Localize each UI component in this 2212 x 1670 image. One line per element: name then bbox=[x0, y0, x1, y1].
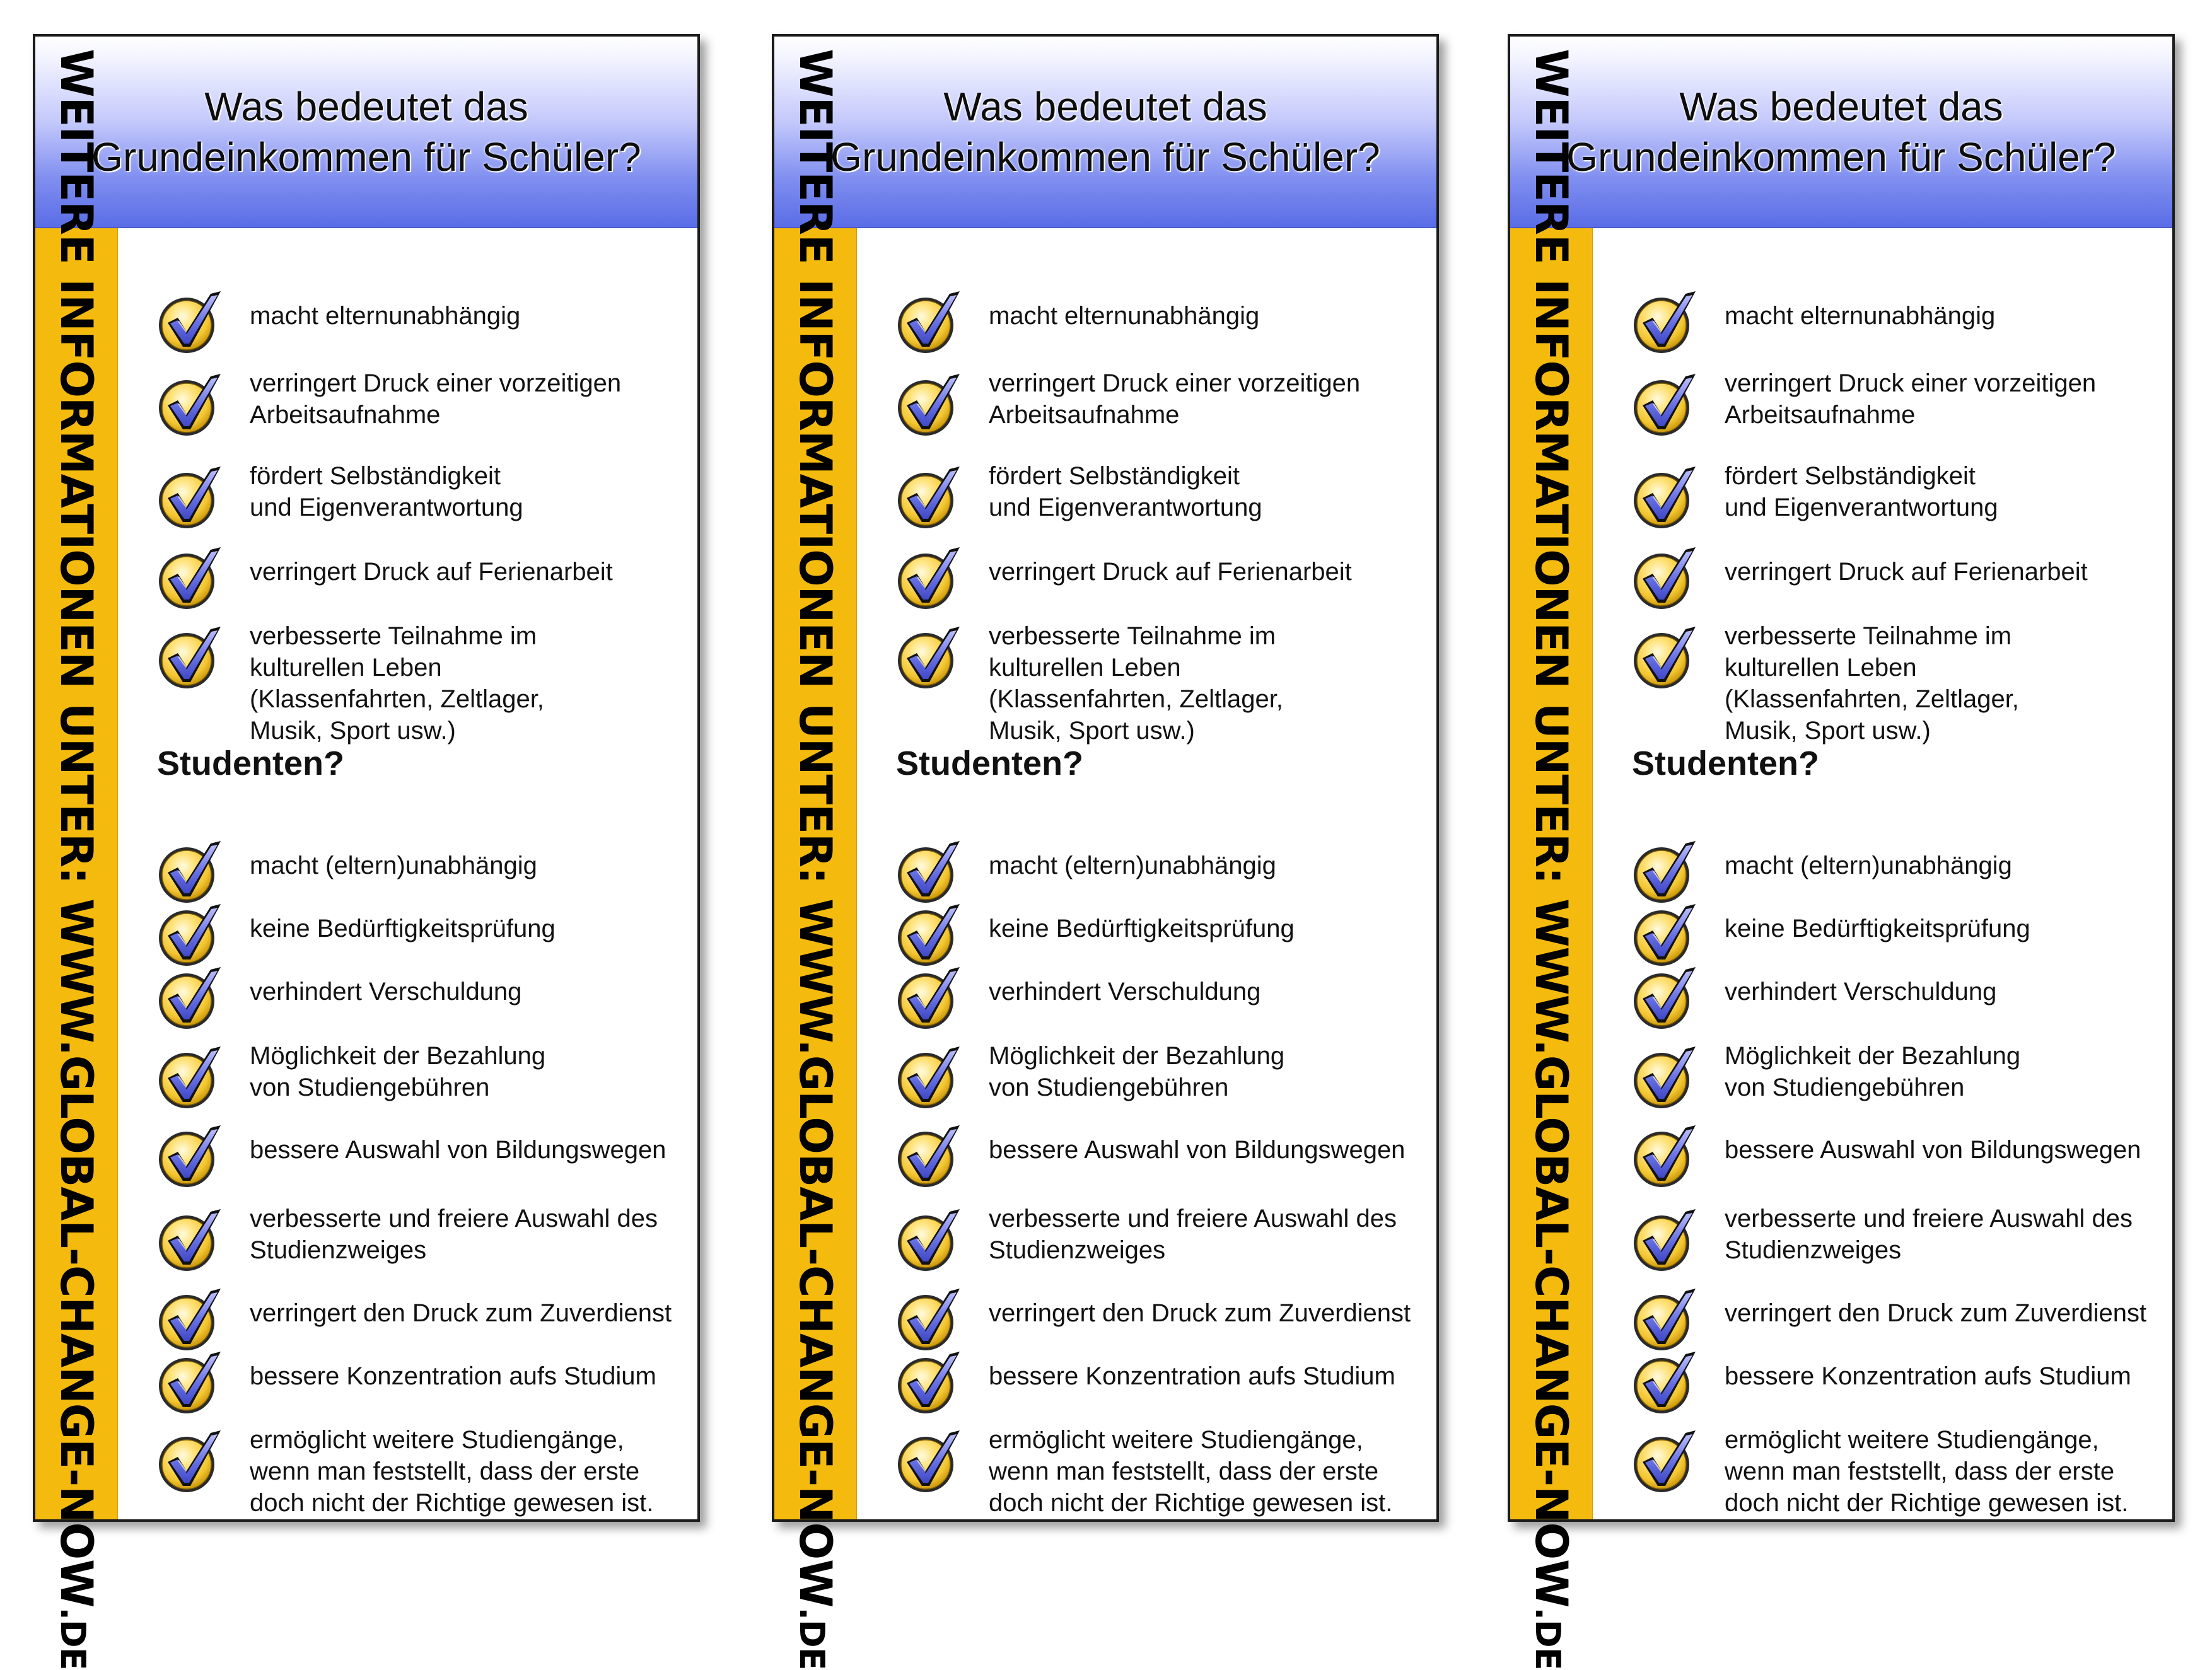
list-item-line: keine Bedürftigkeitsprüfung bbox=[1725, 915, 2030, 942]
checkmark-icon bbox=[1630, 836, 1701, 907]
list-item-line: kulturellen Leben bbox=[989, 654, 1181, 681]
checkmark-icon bbox=[894, 1204, 965, 1275]
list-item-line: bessere Auswahl von Bildungswegen bbox=[250, 1136, 667, 1164]
list-item-line: macht elternunabhängig bbox=[250, 302, 521, 330]
list-item-text bbox=[250, 1203, 704, 1266]
card-title-line: Grundeinkommen für Schüler? bbox=[1566, 134, 2116, 180]
list-item-text bbox=[250, 850, 704, 881]
list-item-line: ermöglicht weitere Studiengänge, bbox=[250, 1426, 624, 1454]
section-heading-studenten: Studenten? bbox=[157, 745, 344, 782]
list-item-text bbox=[989, 460, 1443, 523]
list-item-line: verringert Druck einer vorzeitigen bbox=[250, 369, 622, 397]
side-banner bbox=[774, 49, 857, 1670]
list-item-text bbox=[989, 1040, 1443, 1103]
list-item-line: und Eigenverantwortung bbox=[250, 494, 523, 521]
checkmark-icon bbox=[155, 1425, 226, 1496]
list-item-line: Möglichkeit der Bezahlung bbox=[989, 1042, 1285, 1070]
side-banner bbox=[1510, 49, 1593, 1670]
checkmark-icon bbox=[155, 962, 226, 1033]
list-item-text bbox=[989, 976, 1443, 1007]
list-item-line: bessere Konzentration aufs Studium bbox=[250, 1362, 656, 1390]
list-item-line: verhindert Verschuldung bbox=[1725, 978, 1997, 1006]
side-banner-text bbox=[1525, 49, 1577, 1669]
list-item-line: Musik, Sport usw.) bbox=[1725, 717, 1931, 745]
card-header bbox=[35, 37, 697, 228]
list-item-line: verbesserte Teilnahme im bbox=[1725, 622, 2012, 650]
list-item-line: (Klassenfahrten, Zeltlager, bbox=[1725, 685, 2019, 713]
checkmark-icon bbox=[155, 836, 226, 907]
checkmark-icon bbox=[155, 1120, 226, 1191]
checkmark-icon bbox=[155, 461, 226, 532]
list-item-line: macht (eltern)unabhängig bbox=[1725, 852, 2012, 879]
list-item-text bbox=[250, 460, 704, 523]
list-item-line: macht (eltern)unabhängig bbox=[989, 852, 1276, 879]
list-item-line: verringert Druck auf Ferienarbeit bbox=[1725, 558, 2088, 586]
flyer-card bbox=[1508, 34, 2175, 1670]
list-item-line: (Klassenfahrten, Zeltlager, bbox=[989, 685, 1283, 713]
section-heading-studenten: Studenten? bbox=[896, 745, 1083, 782]
list-item-text bbox=[1725, 460, 2179, 523]
list-item-line: verhindert Verschuldung bbox=[250, 978, 522, 1006]
list-item-line: Arbeitsaufnahme bbox=[989, 401, 1180, 429]
list-item-text bbox=[989, 1134, 1443, 1166]
checkmark-icon bbox=[1630, 1041, 1701, 1112]
list-item-line: ermöglicht weitere Studiengänge, bbox=[1725, 1426, 2099, 1454]
list-item-line: doch nicht der Richtige gewesen ist. bbox=[250, 1489, 654, 1517]
list-item-line: verringert den Druck zum Zuverdienst bbox=[250, 1299, 672, 1327]
list-item-text bbox=[1725, 620, 2179, 746]
list-item-text bbox=[1725, 913, 2179, 944]
list-item-line: von Studiengebühren bbox=[1725, 1074, 1965, 1101]
list-item-line: verhindert Verschuldung bbox=[989, 978, 1261, 1006]
checkmark-icon bbox=[155, 1284, 226, 1354]
list-item-text bbox=[250, 976, 704, 1007]
checkmark-icon bbox=[1630, 1204, 1701, 1275]
checkmark-icon bbox=[894, 962, 965, 1033]
list-item-line: von Studiengebühren bbox=[250, 1074, 490, 1101]
side-banner-text bbox=[789, 49, 841, 1669]
checkmark-icon bbox=[894, 1425, 965, 1496]
list-item-text bbox=[1725, 556, 2179, 588]
checkmark-icon bbox=[155, 1347, 226, 1417]
list-item-line: macht elternunabhängig bbox=[989, 302, 1260, 330]
list-item-line: wenn man feststellt, dass der erste bbox=[1725, 1458, 2115, 1485]
list-item-text bbox=[250, 620, 704, 746]
checkmark-icon bbox=[155, 622, 226, 692]
checkmark-icon bbox=[1630, 1120, 1701, 1191]
checkmark-icon bbox=[894, 1120, 965, 1191]
checkmark-icon bbox=[155, 899, 226, 970]
checkmark-icon bbox=[894, 542, 965, 613]
list-item-line: verringert den Druck zum Zuverdienst bbox=[989, 1299, 1411, 1327]
list-item-line: bessere Konzentration aufs Studium bbox=[1725, 1362, 2131, 1390]
flyer-card bbox=[33, 34, 700, 1670]
list-item-line: verbesserte und freiere Auswahl des bbox=[989, 1205, 1397, 1232]
list-item-text bbox=[250, 1297, 704, 1329]
list-item-line: verringert den Druck zum Zuverdienst bbox=[1725, 1299, 2147, 1327]
flyer-card bbox=[772, 34, 1439, 1670]
side-banner-url-suffix: .DE bbox=[792, 1607, 832, 1670]
list-item-line: verbesserte Teilnahme im bbox=[989, 622, 1276, 650]
card-title-line: Grundeinkommen für Schüler? bbox=[91, 134, 641, 180]
checkmark-icon bbox=[155, 369, 226, 439]
list-item-line: Musik, Sport usw.) bbox=[250, 717, 456, 745]
checkmark-icon bbox=[155, 1204, 226, 1275]
list-item-line: bessere Auswahl von Bildungswegen bbox=[1725, 1136, 2141, 1164]
list-item-line: doch nicht der Richtige gewesen ist. bbox=[1725, 1489, 2129, 1517]
list-item-line: verbesserte und freiere Auswahl des bbox=[1725, 1205, 2133, 1232]
checkmark-icon bbox=[1630, 1284, 1701, 1354]
list-item-text bbox=[1725, 1134, 2179, 1166]
list-item-line: und Eigenverantwortung bbox=[1725, 494, 1998, 521]
card-title-line: Grundeinkommen für Schüler? bbox=[830, 134, 1380, 180]
list-item-line: kulturellen Leben bbox=[1725, 654, 1917, 681]
list-item-text bbox=[250, 368, 704, 431]
checkmark-icon bbox=[894, 286, 965, 357]
checkmark-icon bbox=[894, 622, 965, 692]
list-item-text bbox=[1725, 1424, 2179, 1519]
list-item-text bbox=[989, 368, 1443, 431]
list-item-text bbox=[250, 1360, 704, 1392]
checkmark-icon bbox=[155, 286, 226, 357]
card-title-line: Was bedeutet das bbox=[1679, 84, 2003, 129]
list-item-line: wenn man feststellt, dass der erste bbox=[989, 1458, 1379, 1485]
list-item-text bbox=[250, 1424, 704, 1519]
side-banner-url: WEITERE INFORMATIONEN UNTER: WWW.GLOBAL-CHANGE-NOW bbox=[1525, 49, 1577, 1608]
checkmark-icon bbox=[894, 1284, 965, 1354]
list-item-line: kulturellen Leben bbox=[250, 654, 442, 681]
list-item-line: Studienzweiges bbox=[250, 1236, 427, 1264]
list-item-text bbox=[1725, 850, 2179, 881]
checkmark-icon bbox=[1630, 542, 1701, 613]
checkmark-icon bbox=[1630, 1347, 1701, 1417]
list-item-line: macht elternunabhängig bbox=[1725, 302, 1996, 330]
list-item-text bbox=[1725, 976, 2179, 1007]
list-item-text bbox=[989, 300, 1443, 332]
checkmark-icon bbox=[894, 899, 965, 970]
checkmark-icon bbox=[894, 1041, 965, 1112]
checkmark-icon bbox=[894, 1347, 965, 1417]
list-item-text bbox=[1725, 368, 2179, 431]
side-banner-text bbox=[50, 49, 102, 1669]
list-item-text bbox=[250, 300, 704, 332]
checkmark-icon bbox=[894, 369, 965, 439]
list-item-text bbox=[1725, 1360, 2179, 1392]
list-item-text bbox=[989, 1360, 1443, 1392]
list-item-line: (Klassenfahrten, Zeltlager, bbox=[250, 685, 544, 713]
list-item-text bbox=[989, 1297, 1443, 1329]
list-item-text bbox=[989, 1424, 1443, 1519]
list-item-line: und Eigenverantwortung bbox=[989, 494, 1262, 521]
side-banner bbox=[35, 49, 118, 1670]
list-item-line: verbesserte und freiere Auswahl des bbox=[250, 1205, 658, 1232]
list-item-line: Studienzweiges bbox=[989, 1236, 1166, 1264]
checkmark-icon bbox=[1630, 286, 1701, 357]
list-item-line: Musik, Sport usw.) bbox=[989, 717, 1195, 745]
card-title-line: Was bedeutet das bbox=[943, 84, 1267, 129]
list-item-line: Möglichkeit der Bezahlung bbox=[1725, 1042, 2021, 1070]
side-banner-url-suffix: .DE bbox=[1528, 1607, 1568, 1670]
list-item-text bbox=[1725, 1203, 2179, 1266]
list-item-line: fördert Selbständigkeit bbox=[989, 462, 1240, 490]
list-item-text bbox=[250, 913, 704, 944]
checkmark-icon bbox=[155, 542, 226, 613]
checkmark-icon bbox=[1630, 369, 1701, 439]
list-item-line: Arbeitsaufnahme bbox=[250, 401, 441, 429]
list-item-line: verringert Druck auf Ferienarbeit bbox=[989, 558, 1352, 586]
card-title-line: Was bedeutet das bbox=[204, 84, 528, 129]
list-item-line: keine Bedürftigkeitsprüfung bbox=[989, 915, 1295, 942]
list-item-text bbox=[250, 556, 704, 588]
list-item-line: bessere Auswahl von Bildungswegen bbox=[989, 1136, 1406, 1164]
side-banner-url: WEITERE INFORMATIONEN UNTER: WWW.GLOBAL-CHANGE-NOW bbox=[50, 49, 102, 1608]
list-item-line: von Studiengebühren bbox=[989, 1074, 1229, 1101]
list-item-line: verringert Druck einer vorzeitigen bbox=[989, 369, 1361, 397]
list-item-line: Möglichkeit der Bezahlung bbox=[250, 1042, 546, 1070]
list-item-line: Studienzweiges bbox=[1725, 1236, 1902, 1264]
list-item-line: ermöglicht weitere Studiengänge, bbox=[989, 1426, 1363, 1454]
checkmark-icon bbox=[1630, 1425, 1701, 1496]
list-item-text bbox=[1725, 1297, 2179, 1329]
checkmark-icon bbox=[894, 836, 965, 907]
list-item-line: doch nicht der Richtige gewesen ist. bbox=[989, 1489, 1393, 1517]
list-item-line: verringert Druck auf Ferienarbeit bbox=[250, 558, 613, 586]
checkmark-icon bbox=[155, 1041, 226, 1112]
list-item-line: keine Bedürftigkeitsprüfung bbox=[250, 915, 556, 942]
checkmark-icon bbox=[1630, 899, 1701, 970]
checkmark-icon bbox=[1630, 461, 1701, 532]
checkmark-icon bbox=[894, 461, 965, 532]
side-banner-url-suffix: .DE bbox=[53, 1607, 93, 1670]
checkmark-icon bbox=[1630, 962, 1701, 1033]
list-item-text bbox=[989, 1203, 1443, 1266]
list-item-line: macht (eltern)unabhängig bbox=[250, 852, 537, 879]
list-item-text bbox=[989, 620, 1443, 746]
card-header bbox=[774, 37, 1436, 228]
section-heading-studenten: Studenten? bbox=[1632, 745, 1819, 782]
list-item-line: bessere Konzentration aufs Studium bbox=[989, 1362, 1395, 1390]
list-item-text bbox=[1725, 1040, 2179, 1103]
list-item-text bbox=[1725, 300, 2179, 332]
list-item-line: verbesserte Teilnahme im bbox=[250, 622, 537, 650]
list-item-line: fördert Selbständigkeit bbox=[250, 462, 501, 490]
list-item-line: wenn man feststellt, dass der erste bbox=[250, 1458, 640, 1485]
list-item-line: Arbeitsaufnahme bbox=[1725, 401, 1916, 429]
checkmark-icon bbox=[1630, 622, 1701, 692]
list-item-text bbox=[989, 850, 1443, 881]
list-item-line: verringert Druck einer vorzeitigen bbox=[1725, 369, 2097, 397]
list-item-text bbox=[250, 1040, 704, 1103]
list-item-text bbox=[989, 556, 1443, 588]
side-banner-url: WEITERE INFORMATIONEN UNTER: WWW.GLOBAL-CHANGE-NOW bbox=[789, 49, 841, 1608]
list-item-text bbox=[989, 913, 1443, 944]
card-header bbox=[1510, 37, 2172, 228]
list-item-text bbox=[250, 1134, 704, 1166]
list-item-line: fördert Selbständigkeit bbox=[1725, 462, 1976, 490]
